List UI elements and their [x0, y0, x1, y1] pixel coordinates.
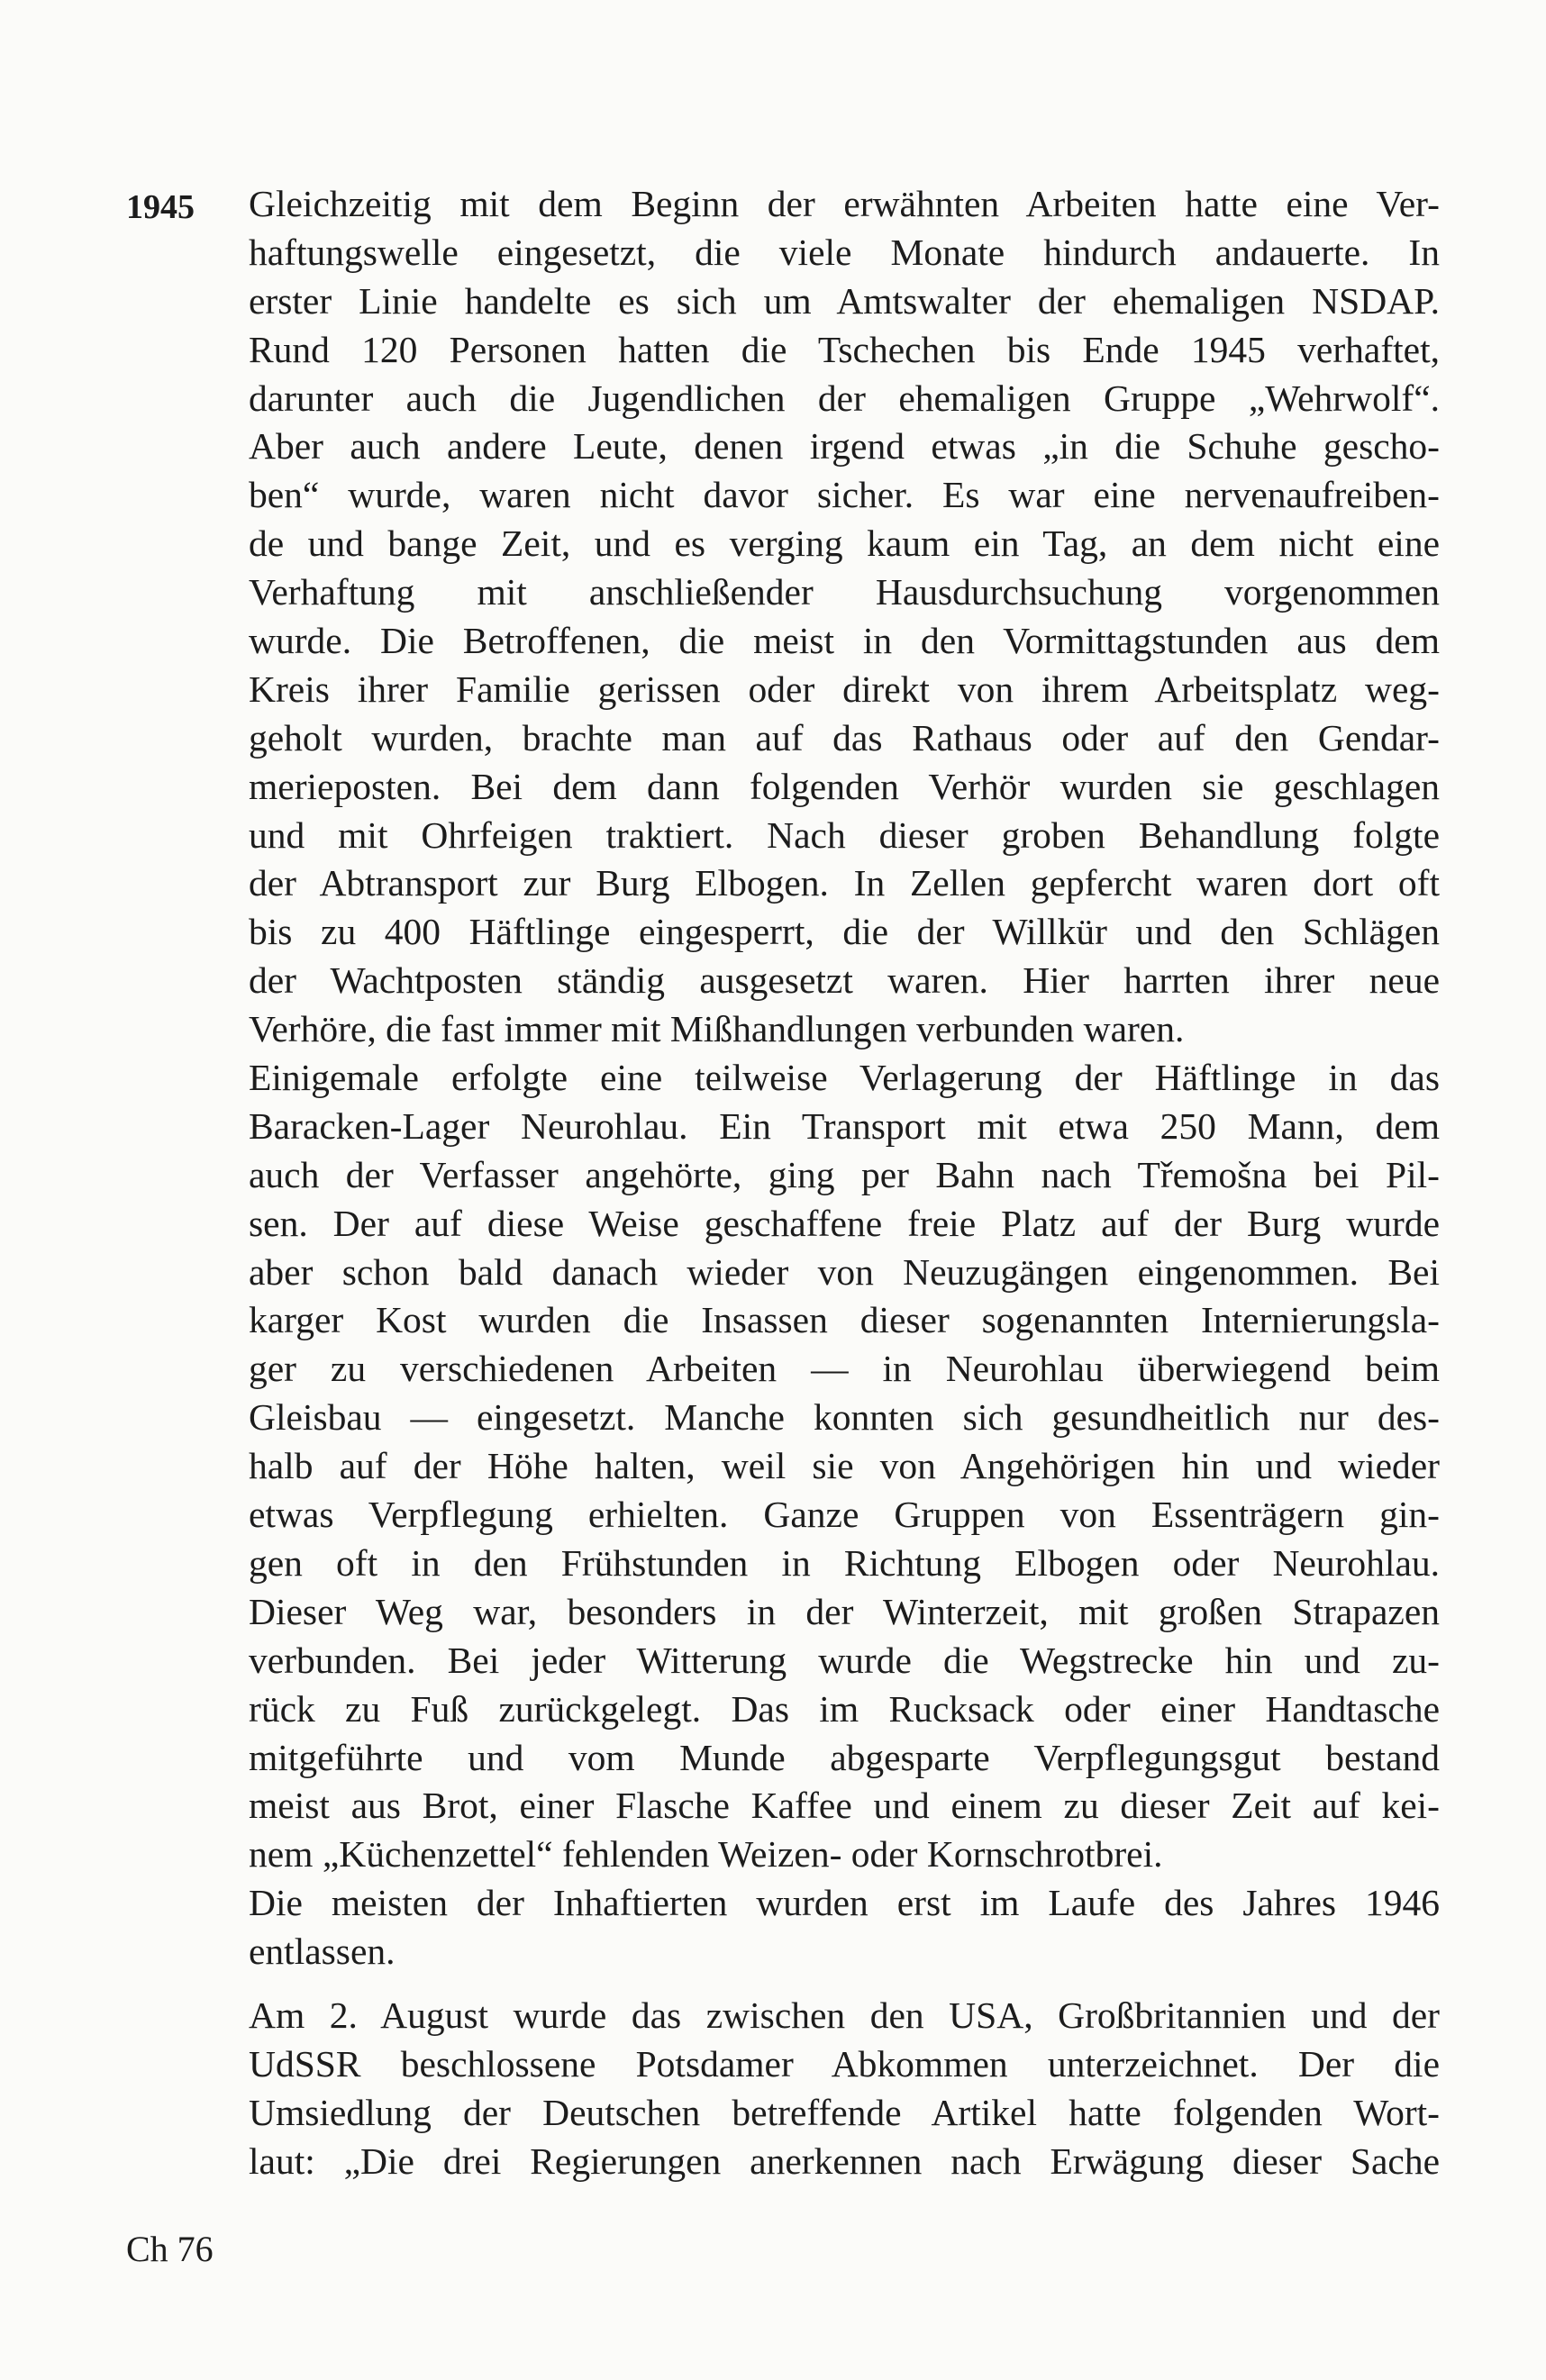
text-line: Umsiedlung der Deutschen betreffende Artikel hatte folgenden Wort-: [249, 2091, 1440, 2133]
text-line: Aber auch andere Leute, denen irgend etwas „in die Schuhe gescho-: [249, 425, 1440, 468]
text-line: laut: „Die drei Regierungen anerkennen nach Erwägung dieser Sache: [249, 2139, 1440, 2182]
text-line: mitgeführte und vom Munde abgesparte Verpflegungsgut bestand: [249, 1736, 1440, 1778]
text-line: Die meisten der Inhaftierten wurden erst im Laufe des Jahres 1946: [249, 1882, 1440, 1924]
text-line: darunter auch die Jugendlichen der ehemaligen Gruppe „Wehrwolf“.: [249, 377, 1440, 419]
text-line: nem „Küchenzettel“ fehlenden Weizen- oder Kornschrotbrei.: [249, 1833, 1163, 1876]
text-line: Am 2. August wurde das zwischen den USA, Großbritannien und der: [249, 1994, 1440, 2036]
text-line: Kreis ihrer Familie gerissen oder direkt von ihrem Arbeitsplatz weg-: [249, 668, 1440, 710]
text-line: Gleisbau — eingesetzt. Manche konnten sich gesundheitlich nur des-: [249, 1396, 1440, 1439]
text-line: der Wachtposten ständig ausgesetzt waren. Hier harrten ihrer neue: [249, 959, 1440, 1002]
text-line: aber schon bald danach wieder von Neuzugängen eingenommen. Bei: [249, 1250, 1440, 1293]
page-number: Ch 76: [126, 2229, 214, 2269]
text-line: halb auf der Höhe halten, weil sie von Angehörigen hin und wieder: [249, 1445, 1440, 1487]
text-line: verbunden. Bei jeder Witterung wurde die Wegstrecke hin und zu-: [249, 1639, 1440, 1681]
text-line: Verhaftung mit anschließender Hausdurchsuchung vorgenommen: [249, 571, 1440, 613]
year-marker: 1945: [126, 188, 195, 226]
text-line: entlassen.: [249, 1930, 396, 1973]
paragraph-arrests: [249, 180, 1440, 1976]
text-line: haftungswelle eingesetzt, die viele Monate hindurch andauerte. In: [249, 231, 1440, 273]
text-line: merieposten. Bei dem dann folgenden Verhör wurden sie geschlagen: [249, 765, 1440, 807]
text-line: wurde. Die Betroffenen, die meist in den Vormittagstunden aus dem: [249, 620, 1440, 662]
text-line: Baracken-Lager Neurohlau. Ein Transport mit etwa 250 Mann, dem: [249, 1104, 1440, 1147]
text-line: erster Linie handelte es sich um Amtswalter der ehemaligen NSDAP.: [249, 279, 1440, 322]
text-line: und mit Ohrfeigen traktiert. Nach dieser groben Behandlung folgte: [249, 813, 1440, 856]
paragraph-potsdam: [249, 1992, 1440, 2186]
text-line: karger Kost wurden die Insassen dieser sogenannten Internierungsla-: [249, 1299, 1440, 1341]
text-line: geholt wurden, brachte man auf das Rathaus oder auf den Gendar-: [249, 716, 1440, 759]
text-line: etwas Verpflegung erhielten. Ganze Gruppen von Essenträgern gin-: [249, 1494, 1440, 1536]
text-line: UdSSR beschlossene Potsdamer Abkommen unterzeichnet. Der die: [249, 2042, 1440, 2085]
text-line: auch der Verfasser angehörte, ging per Bahn nach Třemošna bei Pil-: [249, 1153, 1440, 1195]
text-line: der Abtransport zur Burg Elbogen. In Zellen gepfercht waren dort oft: [249, 862, 1440, 904]
text-line: bis zu 400 Häftlinge eingesperrt, die der Willkür und den Schlägen: [249, 911, 1440, 953]
text-line: Einigemale erfolgte eine teilweise Verlagerung der Häftlinge in das: [249, 1057, 1440, 1099]
text-line: rück zu Fuß zurückgelegt. Das im Rucksack oder einer Handtasche: [249, 1687, 1440, 1730]
text-line: Rund 120 Personen hatten die Tschechen bis Ende 1945 verhaftet,: [249, 328, 1440, 370]
text-line: Gleichzeitig mit dem Beginn der erwähnten Arbeiten hatte eine Ver-: [249, 183, 1440, 224]
text-line: gen oft in den Frühstunden in Richtung Elbogen oder Neurohlau.: [249, 1541, 1440, 1584]
text-line: meist aus Brot, einer Flasche Kaffee und einem zu dieser Zeit auf kei-: [249, 1785, 1440, 1827]
text-line: Dieser Weg war, besonders in der Winterzeit, mit großen Strapazen: [249, 1590, 1440, 1632]
text-line: Verhöre, die fast immer mit Mißhandlungen verbunden waren.: [249, 1008, 1185, 1050]
text-line: ben“ wurde, waren nicht davor sicher. Es war eine nervenaufreiben-: [249, 474, 1440, 516]
text-line: de und bange Zeit, und es verging kaum ein Tag, an dem nicht eine: [249, 522, 1440, 565]
text-line: sen. Der auf diese Weise geschaffene freie Platz auf der Burg wurde: [249, 1202, 1440, 1244]
text-line: ger zu verschiedenen Arbeiten — in Neurohlau überwiegend beim: [249, 1348, 1440, 1390]
